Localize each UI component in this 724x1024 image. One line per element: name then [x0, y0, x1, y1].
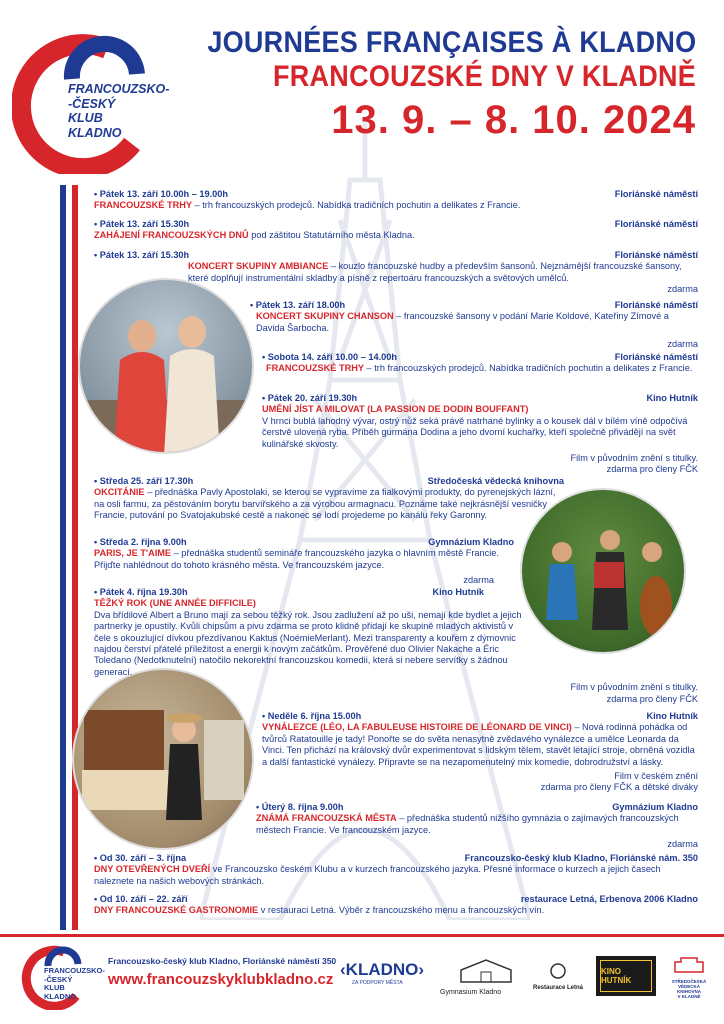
partner-restaurace-logo: Restaurace Letná: [528, 962, 588, 991]
partner-kladno-logo: ‹KLADNO› ZA PODPORY MĚSTA: [340, 960, 425, 986]
kladno-brackets-icon: ‹: [340, 960, 346, 979]
footer-divider: [0, 934, 724, 937]
partner-kino-logo: KINO HUTNÍK: [596, 956, 656, 996]
photo-singers: [78, 278, 254, 454]
event-10: • Neděle 6. října 15.00h Kino Hutník VYNÁLEZCE (LÉO, LA FABULEUSE HISTOIRE DE LÉONARD DE VINCI) – Nová rodinná pohádka od tvůrců Ratatouille je tady! Ponořte se do světa nenasytně zvědavého vynálezce a umělce Leonarda da Vinci. Ten přichází na královský dvůr experimentovat s lidským tělem, stavět létající stroje, obrněná vozidla a další fantastické vynálezy. Připravte se na nezapomenutelný mix komedie, dobrodružství a lásky. Film v českém znění zdarma pro členy FČK a dětské diváky: [262, 711, 698, 793]
event-dates: 13. 9. – 8. 10. 2024: [331, 98, 696, 142]
restaurant-emblem-icon: [546, 962, 570, 980]
event-4: • Pátek 13. září 18.00h Floriánské náměstí KONCERT SKUPINY CHANSON – francouzské šansony v podání Marie Koldové, Kateřiny Zímové a Davida Šarbocha. zdarma: [250, 300, 698, 350]
partner-knihovna-logo: STŘEDOČESKÁ VĚDECKÁ KNIHOVNA V KLADNĚ: [664, 954, 714, 999]
partner-gymnasium-logo: Gymnasium Kladno: [440, 958, 520, 998]
event-13: • Od 10. září – 22. září restaurace Letná, Erbenova 2006 Kladno DNY FRANCOUZSKÉ GASTRONOMIE v restauraci Letná. Výběr z francouzského menu a francouzských vín.: [94, 894, 698, 916]
event-12: • Od 30. září – 3. října Francouzsko-český klub Kladno, Floriánské nám. 350 DNY OTEVŘENÝCH DVEŘÍ ve Francouzsko českém Klubu a v kurzech francouzského jazyka. Přesné informace o kurzech a jejich časech naleznete na našich webových stránkách.: [94, 853, 698, 886]
event-5: • Sobota 14. září 10.00 – 14.00h Floriánské náměstí FRANCOUZSKÉ TRHY – trh francouzských prodejců. Nabídka tradičních pochutin a delikates z Francie.: [262, 352, 698, 374]
red-stripe: [72, 185, 78, 930]
event-11: • Úterý 8. října 9.00h Gymnázium Kladno ZNÁMÁ FRANCOUZSKÁ MĚSTA – přednáška studentů nižšího gymnázia o zajímavých francouzských městech Francie. Ve francouzském jazyce. zdarma: [256, 802, 698, 850]
gymnasium-building-icon: [456, 958, 516, 984]
footer-address: Francouzsko-český klub Kladno, Floriánské náměstí 350: [108, 956, 337, 966]
title-czech: FRANCOUZSKÉ DNY V KLADNĚ: [272, 60, 696, 93]
title-french: JOURNÉES FRANÇAISES À KLADNO: [206, 26, 696, 59]
footer-logo-text: FRANCOUZSKO- -ČESKÝ KLUB KLADNO: [44, 966, 105, 1001]
logo-text: FRANCOUZSKO- -ČESKÝ KLUB KLADNO: [68, 82, 170, 140]
event-1: • Pátek 13. září 10.00h – 19.00h Floriánské náměstí FRANCOUZSKÉ TRHY – trh francouzských prodejců. Nabídka tradičních pochutin a delikates z Francie.: [94, 189, 698, 211]
event-3: • Pátek 13. září 15.30h Floriánské náměstí KONCERT SKUPINY AMBIANCE – kouzlo francouzské hudby a především šansonů. Nejznámější francouzské šansony, které doplňují instrumentální skladby a písně z repertoáru francouzských a světových umělců. zdarma: [94, 250, 698, 295]
event-9: • Pátek 4. října 19.30h Kino Hutník TĚŽKÝ ROK (UNE ANNÉE DIFFICILE) Dva břídilové Albert a Bruno mají za sebou těžký rok. Jsou zadlužení až po uši, nemají kde bydlet a jejich partnerky je opustily. Kvůli chipsům a pivu zdarma se proto klidně přidají ke skupině mladých aktivistů v čele s okouzlující dívkou přezdívanou Kaktus (NoémieMerlant). Mezi transparenty a kouřem z dýmovnic najdou čerství přátelé příležitost a energii k novým začátkům. Prověřené duo Olivier Nakache a Éric Toledano (Nedotknutelní) natočilo nekorektní francouzskou komedii, která si nebere servítky s žádnou generací. Film v původním znění s titulky. zdarma pro členy FČK: [94, 587, 698, 704]
footer-website-link[interactable]: www.francouzskyklubkladno.cz: [108, 971, 334, 988]
event-2: • Pátek 13. září 15.30h Floriánské náměstí ZAHÁJENÍ FRANCOUZSKÝCH DNŮ pod záštitou Statutárního města Kladna.: [94, 219, 698, 241]
library-castle-icon: [672, 954, 706, 974]
event-8: • Středa 2. října 9.00h Gymnázium Kladno PARIS, JE T'AIME – přednáška studentů semináře francouzského jazyka o hlavním městě Francie. Přijďte nahlédnout do tohoto krásného města. Ve francouzském jazyce. zdarma: [94, 537, 514, 586]
event-7: • Středa 25. září 17.30h Středočeská vědecká knihovna OKCITÁNIE – přednáška Pavly Apostolaki, se kterou se vypravíme za fialkovými produkty, do pyrenejských lázní, na osli farmu, za pěstováním borytu barvířského a za výrobou armagnacu. Poznáme také nejkrásnější vesničky Francie, putování po Svatojakubské cestě a nakonec se lodí projedeme po kanálu řeky Garonny.: [94, 476, 564, 521]
event-6: • Pátek 20. září 19.30h Kino Hutník UMĚNÍ JÍST A MILOVAT (LA PASSION DE DODIN BOUFFANT) V hrnci bublá lahodný vývar, ostrý nůž seká právě natrhané bylinky a o kousek dál v bílém víně odpočívá čerstvě ulovená ryba. Příběh gurmána Dodina a jeho dvorní kuchařky, kteří společně přivádějí na svět kulinářské skvosty. Film v původním znění s titulky. zdarma pro členy FČK: [262, 393, 698, 475]
